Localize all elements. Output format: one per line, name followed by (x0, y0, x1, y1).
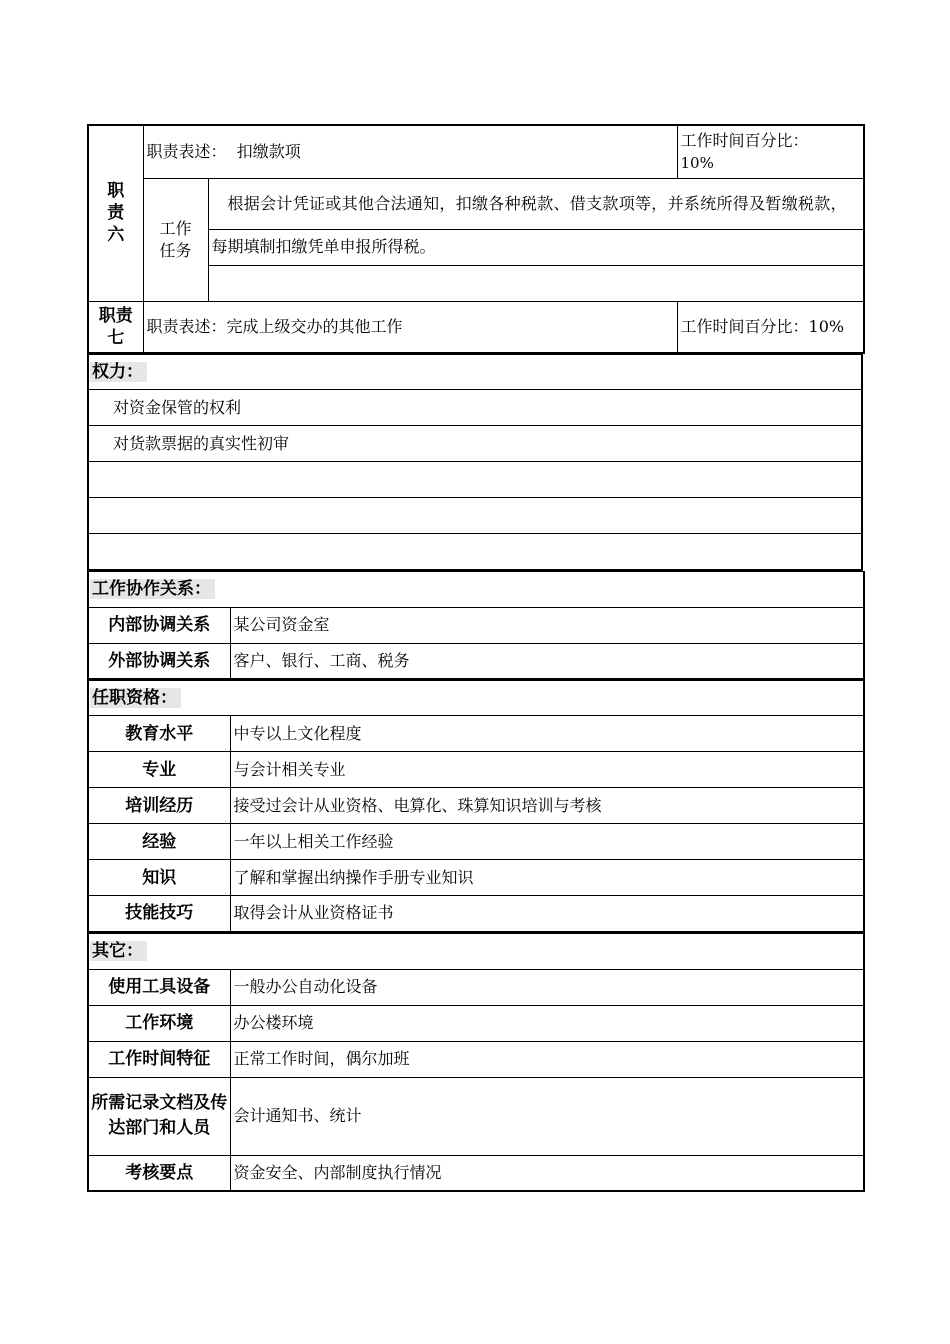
qualification-label: 培训经历 (88, 788, 230, 824)
others-header (88, 933, 864, 969)
qualification-label: 知识 (88, 860, 230, 896)
relations-table (87, 571, 865, 681)
qualification-label: 技能技巧 (88, 896, 230, 932)
authority-item (88, 534, 862, 570)
authority-title: 权力： (90, 362, 147, 382)
qualifications-title: 任职资格： (90, 688, 181, 708)
relation-label: 外部协调关系 (88, 643, 230, 679)
duty6-task-3 (208, 265, 864, 301)
qualification-value: 取得会计从业资格证书 (230, 896, 864, 932)
duty6-time-value: 10% (680, 153, 714, 172)
other-label: 考核要点 (88, 1155, 230, 1191)
other-label: 所需记录文档及传达部门和人员 (88, 1077, 230, 1155)
other-label: 工作环境 (88, 1005, 230, 1041)
job-description-document (87, 124, 863, 1192)
qualification-label: 经验 (88, 824, 230, 860)
other-value: 一般办公自动化设备 (230, 969, 864, 1005)
authority-item: 对资金保管的权利 (88, 390, 862, 426)
relations-header (88, 571, 864, 607)
qualification-label: 教育水平 (88, 716, 230, 752)
other-value: 办公楼环境 (230, 1005, 864, 1041)
duty6-label: 职责六 (88, 125, 143, 301)
duty6-time-percent (677, 125, 864, 178)
duty6-task-label: 工作任务 (143, 178, 208, 301)
other-value: 资金安全、内部制度执行情况 (230, 1155, 864, 1191)
duties-table (87, 124, 865, 354)
duty6-description (143, 125, 677, 178)
other-label: 使用工具设备 (88, 969, 230, 1005)
qualification-value: 了解和掌握出纳操作手册专业知识 (230, 860, 864, 896)
duty6-task-2: 每期填制扣缴凭单申报所得税。 (208, 229, 864, 265)
other-value: 正常工作时间，偶尔加班 (230, 1041, 864, 1077)
qualification-value: 一年以上相关工作经验 (230, 824, 864, 860)
authority-item (88, 498, 862, 534)
duty7-description: 职责表述：完成上级交办的其他工作 (143, 301, 677, 353)
duty6-time-label: 工作时间百分比： (680, 130, 809, 150)
qualification-label: 专业 (88, 752, 230, 788)
authority-item: 对货款票据的真实性初审 (88, 426, 862, 462)
relation-label: 内部协调关系 (88, 607, 230, 643)
duty6-task-1: 根据会计凭证或其他合法通知，扣缴各种税款、借支款项等，并系统所得及暂缴税款， (208, 178, 864, 229)
authority-table (87, 354, 863, 571)
authority-header (88, 355, 862, 390)
duty6-desc-value: 扣缴款项 (236, 141, 301, 161)
qualifications-header (88, 681, 864, 716)
other-label: 工作时间特征 (88, 1041, 230, 1077)
qualification-value: 接受过会计从业资格、电算化、珠算知识培训与考核 (230, 788, 864, 824)
authority-item (88, 462, 862, 498)
qualifications-table (87, 680, 865, 933)
others-table (87, 933, 865, 1193)
others-title: 其它： (90, 941, 147, 961)
duty7-label: 职责七 (88, 301, 143, 353)
relations-title: 工作协作关系： (90, 579, 215, 599)
qualification-value: 中专以上文化程度 (230, 716, 864, 752)
relation-value: 某公司资金室 (230, 607, 864, 643)
other-value: 会计通知书、统计 (230, 1077, 864, 1155)
relation-value: 客户、银行、工商、税务 (230, 643, 864, 679)
qualification-value: 与会计相关专业 (230, 752, 864, 788)
duty6-desc-label: 职责表述： (146, 141, 227, 161)
duty7-time-percent: 工作时间百分比：10% (677, 301, 864, 353)
